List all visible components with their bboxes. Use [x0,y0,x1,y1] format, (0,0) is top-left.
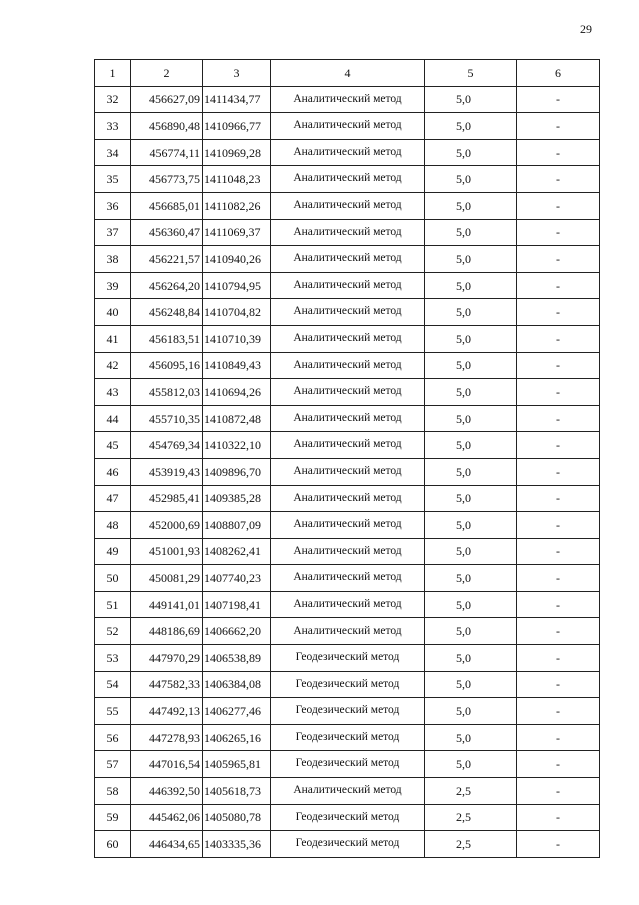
precision-cell: 5,0 [425,379,517,406]
table-row [95,751,600,778]
x-coordinate-cell: 455812,03 [131,379,203,406]
point-number-cell: 41 [95,325,131,352]
method-cell: Геодезический метод [271,751,425,778]
precision-cell: 5,0 [425,219,517,246]
method-cell: Аналитический метод [271,458,425,485]
table-row [95,458,600,485]
note-cell: - [517,432,600,459]
table-row [95,139,600,166]
method-cell: Аналитический метод [271,405,425,432]
note-cell: - [517,192,600,219]
method-cell: Геодезический метод [271,724,425,751]
table-row [95,724,600,751]
method-cell: Аналитический метод [271,219,425,246]
y-coordinate-cell: 1405080,78 [203,804,271,831]
precision-cell: 5,0 [425,485,517,512]
y-coordinate-cell: 1407198,41 [203,591,271,618]
coordinates-table [94,59,600,858]
y-coordinate-cell: 1405965,81 [203,751,271,778]
note-cell: - [517,671,600,698]
y-coordinate-cell: 1408262,41 [203,538,271,565]
y-coordinate-cell: 1410966,77 [203,113,271,140]
table-row [95,113,600,140]
table-row [95,778,600,805]
x-coordinate-cell: 452000,69 [131,512,203,539]
table-row [95,671,600,698]
table-header-row [95,60,600,87]
note-cell: - [517,618,600,645]
point-number-cell: 47 [95,485,131,512]
x-coordinate-cell: 447278,93 [131,724,203,751]
x-coordinate-cell: 447582,33 [131,671,203,698]
table-row [95,166,600,193]
point-number-cell: 33 [95,113,131,140]
x-coordinate-cell: 455710,35 [131,405,203,432]
note-cell: - [517,325,600,352]
note-cell: - [517,272,600,299]
note-cell: - [517,166,600,193]
x-coordinate-cell: 456360,47 [131,219,203,246]
precision-cell: 5,0 [425,192,517,219]
table-row [95,405,600,432]
column-header: 4 [271,60,425,87]
x-coordinate-cell: 447492,13 [131,698,203,725]
y-coordinate-cell: 1409896,70 [203,458,271,485]
y-coordinate-cell: 1406265,16 [203,724,271,751]
x-coordinate-cell: 446392,50 [131,778,203,805]
precision-cell: 5,0 [425,139,517,166]
point-number-cell: 34 [95,139,131,166]
note-cell: - [517,113,600,140]
point-number-cell: 40 [95,299,131,326]
x-coordinate-cell: 456095,16 [131,352,203,379]
method-cell: Аналитический метод [271,246,425,273]
method-cell: Аналитический метод [271,299,425,326]
point-number-cell: 46 [95,458,131,485]
method-cell: Аналитический метод [271,538,425,565]
method-cell: Аналитический метод [271,139,425,166]
method-cell: Аналитический метод [271,192,425,219]
table-row [95,698,600,725]
precision-cell: 5,0 [425,698,517,725]
y-coordinate-cell: 1405618,73 [203,778,271,805]
method-cell: Аналитический метод [271,565,425,592]
precision-cell: 5,0 [425,591,517,618]
x-coordinate-cell: 456773,75 [131,166,203,193]
method-cell: Аналитический метод [271,86,425,113]
precision-cell: 5,0 [425,246,517,273]
point-number-cell: 58 [95,778,131,805]
page-number: 29 [580,22,592,36]
y-coordinate-cell: 1410940,26 [203,246,271,273]
note-cell: - [517,139,600,166]
table-row [95,512,600,539]
point-number-cell: 39 [95,272,131,299]
note-cell: - [517,565,600,592]
method-cell: Аналитический метод [271,591,425,618]
method-cell: Аналитический метод [271,113,425,140]
y-coordinate-cell: 1410794,95 [203,272,271,299]
precision-cell: 5,0 [425,645,517,672]
column-header: 2 [131,60,203,87]
point-number-cell: 57 [95,751,131,778]
note-cell: - [517,724,600,751]
x-coordinate-cell: 446434,65 [131,831,203,858]
y-coordinate-cell: 1411069,37 [203,219,271,246]
precision-cell: 5,0 [425,299,517,326]
point-number-cell: 59 [95,804,131,831]
table-row [95,246,600,273]
table-row [95,804,600,831]
precision-cell: 5,0 [425,432,517,459]
note-cell: - [517,778,600,805]
x-coordinate-cell: 451001,93 [131,538,203,565]
table-row [95,618,600,645]
x-coordinate-cell: 456221,57 [131,246,203,273]
table-row [95,379,600,406]
precision-cell: 2,5 [425,778,517,805]
table-row [95,219,600,246]
x-coordinate-cell: 447970,29 [131,645,203,672]
note-cell: - [517,751,600,778]
note-cell: - [517,698,600,725]
point-number-cell: 50 [95,565,131,592]
method-cell: Геодезический метод [271,645,425,672]
precision-cell: 5,0 [425,565,517,592]
y-coordinate-cell: 1410849,43 [203,352,271,379]
note-cell: - [517,379,600,406]
y-coordinate-cell: 1406662,20 [203,618,271,645]
x-coordinate-cell: 456774,11 [131,139,203,166]
table-row [95,432,600,459]
y-coordinate-cell: 1410872,48 [203,405,271,432]
table-row [95,645,600,672]
column-header: 3 [203,60,271,87]
y-coordinate-cell: 1408807,09 [203,512,271,539]
x-coordinate-cell: 456627,09 [131,86,203,113]
table-row [95,86,600,113]
point-number-cell: 43 [95,379,131,406]
method-cell: Аналитический метод [271,512,425,539]
x-coordinate-cell: 456248,84 [131,299,203,326]
note-cell: - [517,86,600,113]
method-cell: Аналитический метод [271,352,425,379]
table-row [95,591,600,618]
note-cell: - [517,352,600,379]
point-number-cell: 37 [95,219,131,246]
table-row [95,272,600,299]
note-cell: - [517,512,600,539]
point-number-cell: 55 [95,698,131,725]
y-coordinate-cell: 1411082,26 [203,192,271,219]
precision-cell: 5,0 [425,405,517,432]
method-cell: Аналитический метод [271,325,425,352]
precision-cell: 2,5 [425,831,517,858]
point-number-cell: 45 [95,432,131,459]
note-cell: - [517,831,600,858]
note-cell: - [517,458,600,485]
precision-cell: 2,5 [425,804,517,831]
x-coordinate-cell: 454769,34 [131,432,203,459]
point-number-cell: 53 [95,645,131,672]
point-number-cell: 44 [95,405,131,432]
point-number-cell: 54 [95,671,131,698]
point-number-cell: 35 [95,166,131,193]
table-row [95,192,600,219]
table-row [95,485,600,512]
y-coordinate-cell: 1410322,10 [203,432,271,459]
table-row [95,299,600,326]
precision-cell: 5,0 [425,325,517,352]
precision-cell: 5,0 [425,671,517,698]
precision-cell: 5,0 [425,618,517,645]
method-cell: Аналитический метод [271,778,425,805]
point-number-cell: 42 [95,352,131,379]
column-header: 5 [425,60,517,87]
method-cell: Геодезический метод [271,698,425,725]
precision-cell: 5,0 [425,113,517,140]
note-cell: - [517,299,600,326]
point-number-cell: 48 [95,512,131,539]
y-coordinate-cell: 1411048,23 [203,166,271,193]
method-cell: Аналитический метод [271,432,425,459]
y-coordinate-cell: 1411434,77 [203,86,271,113]
x-coordinate-cell: 445462,06 [131,804,203,831]
y-coordinate-cell: 1403335,36 [203,831,271,858]
note-cell: - [517,645,600,672]
method-cell: Геодезический метод [271,804,425,831]
method-cell: Геодезический метод [271,671,425,698]
method-cell: Аналитический метод [271,485,425,512]
point-number-cell: 51 [95,591,131,618]
table-row [95,831,600,858]
note-cell: - [517,405,600,432]
table-row [95,565,600,592]
point-number-cell: 38 [95,246,131,273]
note-cell: - [517,591,600,618]
y-coordinate-cell: 1409385,28 [203,485,271,512]
column-header: 1 [95,60,131,87]
point-number-cell: 52 [95,618,131,645]
table-row [95,325,600,352]
x-coordinate-cell: 456685,01 [131,192,203,219]
precision-cell: 5,0 [425,458,517,485]
y-coordinate-cell: 1407740,23 [203,565,271,592]
y-coordinate-cell: 1410704,82 [203,299,271,326]
x-coordinate-cell: 453919,43 [131,458,203,485]
table-row [95,538,600,565]
table-row [95,352,600,379]
x-coordinate-cell: 449141,01 [131,591,203,618]
precision-cell: 5,0 [425,166,517,193]
note-cell: - [517,804,600,831]
precision-cell: 5,0 [425,538,517,565]
precision-cell: 5,0 [425,724,517,751]
x-coordinate-cell: 452985,41 [131,485,203,512]
method-cell: Аналитический метод [271,379,425,406]
note-cell: - [517,246,600,273]
note-cell: - [517,219,600,246]
x-coordinate-cell: 448186,69 [131,618,203,645]
y-coordinate-cell: 1406538,89 [203,645,271,672]
y-coordinate-cell: 1410694,26 [203,379,271,406]
precision-cell: 5,0 [425,352,517,379]
precision-cell: 5,0 [425,751,517,778]
method-cell: Аналитический метод [271,272,425,299]
precision-cell: 5,0 [425,272,517,299]
method-cell: Аналитический метод [271,618,425,645]
point-number-cell: 49 [95,538,131,565]
precision-cell: 5,0 [425,512,517,539]
point-number-cell: 32 [95,86,131,113]
point-number-cell: 60 [95,831,131,858]
point-number-cell: 36 [95,192,131,219]
note-cell: - [517,485,600,512]
y-coordinate-cell: 1410969,28 [203,139,271,166]
precision-cell: 5,0 [425,86,517,113]
column-header: 6 [517,60,600,87]
x-coordinate-cell: 456890,48 [131,113,203,140]
y-coordinate-cell: 1406384,08 [203,671,271,698]
point-number-cell: 56 [95,724,131,751]
note-cell: - [517,538,600,565]
y-coordinate-cell: 1410710,39 [203,325,271,352]
y-coordinate-cell: 1406277,46 [203,698,271,725]
x-coordinate-cell: 456183,51 [131,325,203,352]
x-coordinate-cell: 456264,20 [131,272,203,299]
x-coordinate-cell: 447016,54 [131,751,203,778]
method-cell: Аналитический метод [271,166,425,193]
x-coordinate-cell: 450081,29 [131,565,203,592]
method-cell: Геодезический метод [271,831,425,858]
